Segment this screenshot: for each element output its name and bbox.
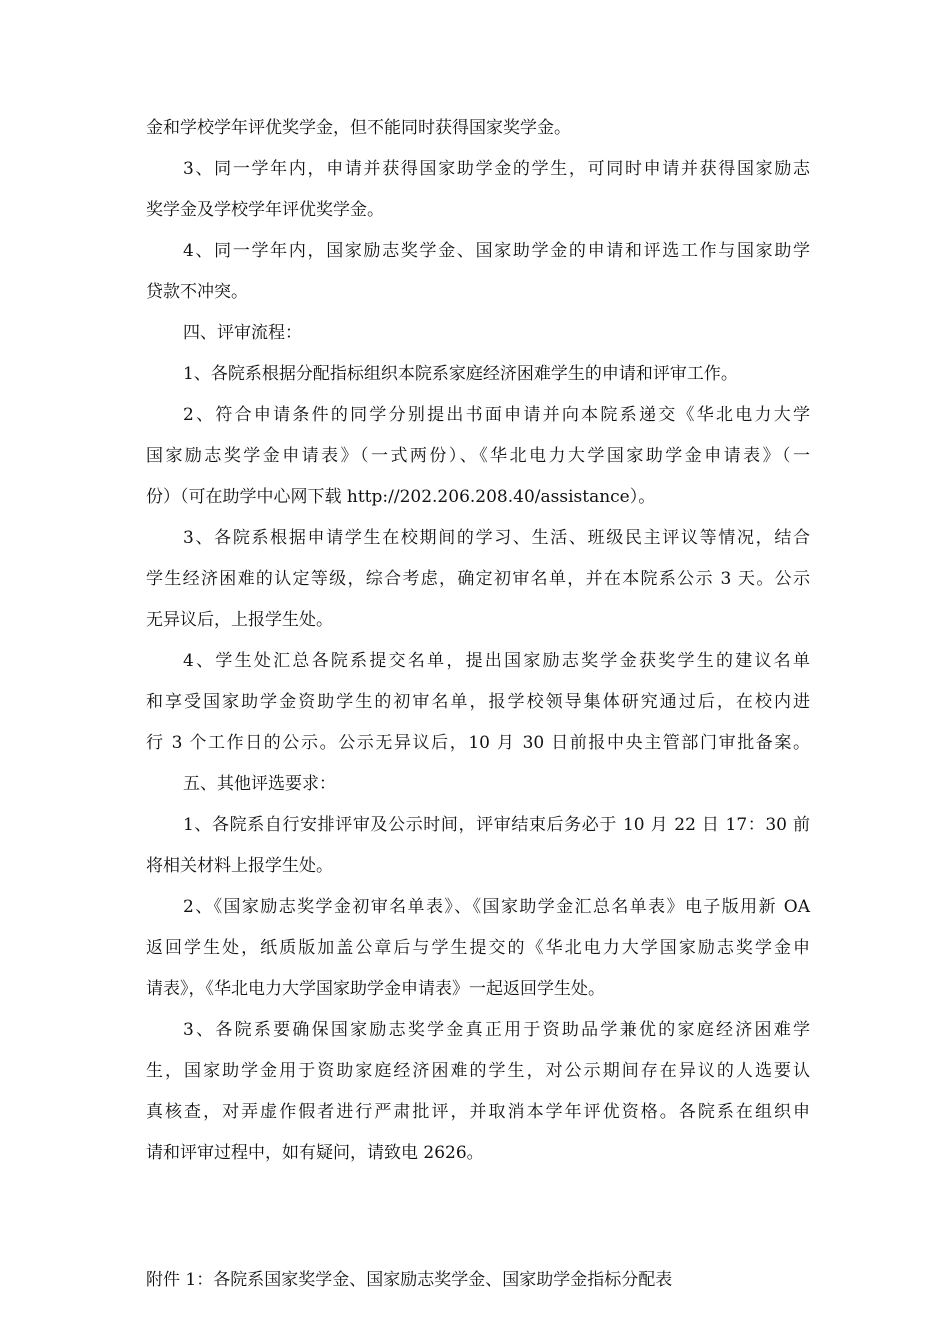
text-line: 3、各院系要确保国家励志奖学金真正用于资助品学兼优的家庭经济困难学 <box>183 1020 810 1040</box>
text-line: 2、《国家励志奖学金初审名单表》、《国家助学金汇总名单表》电子版用新 OA <box>183 897 810 917</box>
text-line: 贷款不冲突。 <box>146 282 248 302</box>
text-line: 将相关材料上报学生处。 <box>146 856 333 876</box>
text-line: 4、学生处汇总各院系提交名单，提出国家励志奖学金获奖学生的建议名单 <box>183 651 810 671</box>
text-line: 行 3 个工作日的公示。公示无异议后，10 月 30 日前报中央主管部门审批备案。 <box>146 733 810 753</box>
text-line: 2、符合申请条件的同学分别提出书面申请并向本院系递交《华北电力大学 <box>183 405 810 425</box>
text-line: 真核查，对弄虚作假者进行严肃批评，并取消本学年评优资格。各院系在组织申 <box>146 1102 810 1122</box>
text-line: 金和学校学年评优奖学金，但不能同时获得国家奖学金。 <box>146 118 571 138</box>
text-line: 奖学金及学校学年评优奖学金。 <box>146 200 384 220</box>
section-heading: 四、评审流程： <box>183 323 302 343</box>
text-line: 请和评审过程中，如有疑问，请致电 2626。 <box>146 1143 484 1163</box>
text-line: 生，国家助学金用于资助家庭经济困难的学生，对公示期间存在异议的人选要认 <box>146 1061 810 1081</box>
text-line: 3、同一学年内，申请并获得国家助学金的学生，可同时申请并获得国家励志 <box>183 159 810 179</box>
section-heading: 五、其他评选要求： <box>183 774 336 794</box>
text-line: 无异议后，上报学生处。 <box>146 610 333 630</box>
text-line: 和享受国家助学金资助学生的初审名单，报学校领导集体研究通过后，在校内进 <box>146 692 810 712</box>
text-line: 1、各院系根据分配指标组织本院系家庭经济困难学生的申请和评审工作。 <box>183 364 738 384</box>
text-line: 国家励志奖学金申请表》（一式两份）、《华北电力大学国家助学金申请表》（一 <box>146 446 810 466</box>
text-line: 4、同一学年内，国家励志奖学金、国家助学金的申请和评选工作与国家助学 <box>183 241 810 261</box>
attachment-note: 附件 1：各院系国家奖学金、国家励志奖学金、国家助学金指标分配表 <box>146 1270 673 1290</box>
text-line: 1、各院系自行安排评审及公示时间，评审结束后务必于 10 月 22 日 17：30 前 <box>183 815 810 835</box>
text-line: 3、各院系根据申请学生在校期间的学习、生活、班级民主评议等情况，结合 <box>183 528 810 548</box>
text-line: 返回学生处，纸质版加盖公章后与学生提交的《华北电力大学国家励志奖学金申 <box>146 938 810 958</box>
text-line: 份）（可在助学中心网下载 http://202.206.208.40/assistance）。 <box>146 487 656 507</box>
text-line: 学生经济困难的认定等级，综合考虑，确定初审名单，并在本院系公示 3 天。公示 <box>146 569 810 589</box>
text-line: 请表》，《华北电力大学国家助学金申请表》一起返回学生处。 <box>146 979 605 999</box>
